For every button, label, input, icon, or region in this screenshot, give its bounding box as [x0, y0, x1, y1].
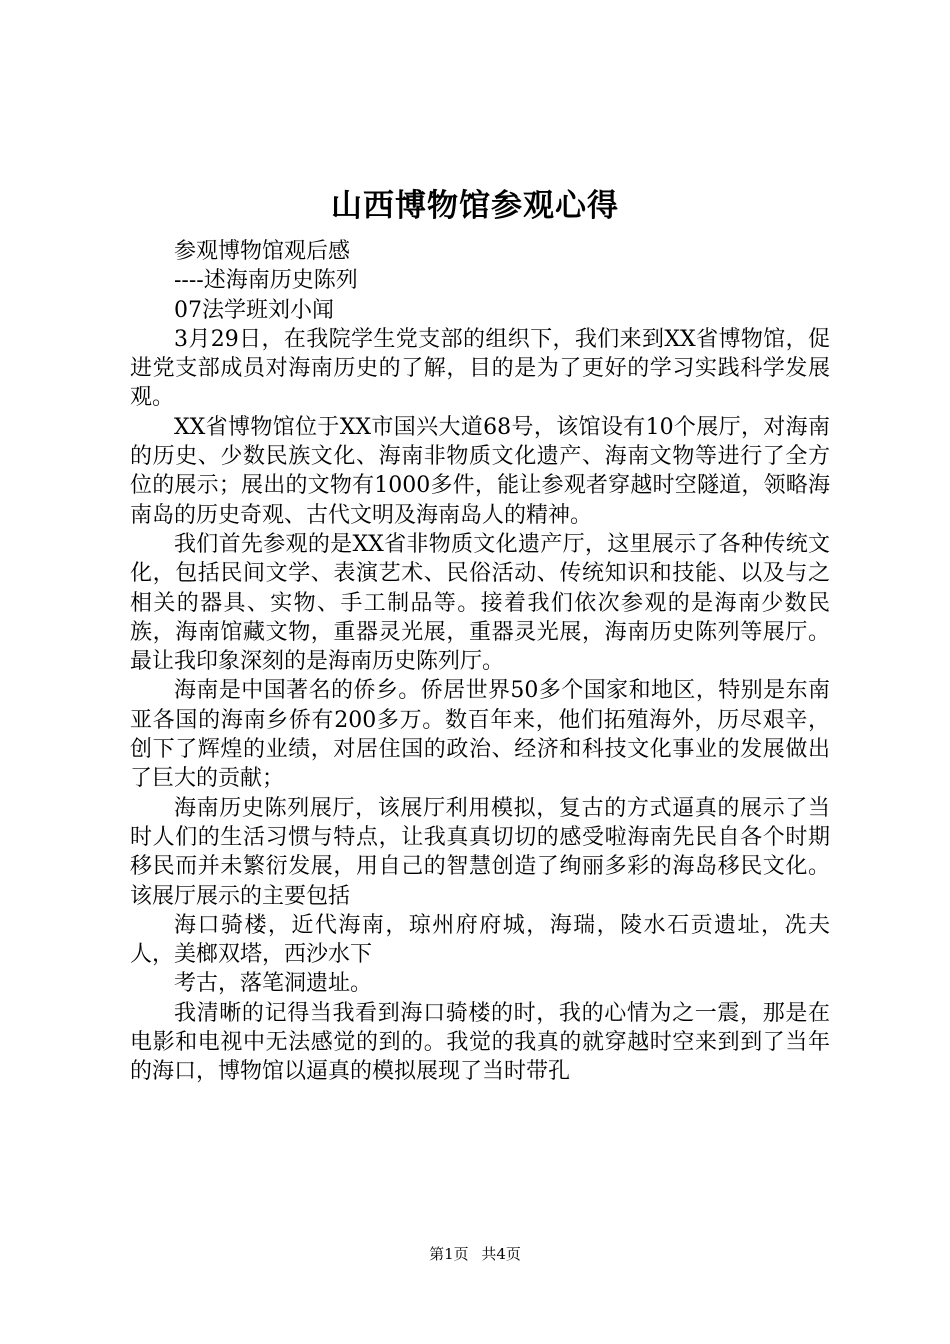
paragraph: 3月29日，在我院学生党支部的组织下，我们来到XX省博物馆，促进党支部成员对海南历史的了解，目的是为了更好的学习实践科学发展观。 [130, 326, 830, 411]
paragraph: XX省博物馆位于XX市国兴大道68号，该馆设有10个展厅，对海南的历史、少数民族文化、海南非物质文化遗产、海南文物等进行了全方位的展示；展出的文物有1000多件，能让参观者穿越时空隧道，领略海南岛的历史奇观、古代文明及海南岛人的精神。 [130, 414, 830, 528]
paragraph-author: 07法学班刘小闻 [174, 297, 334, 323]
paragraph: 我们首先参观的是XX省非物质文化遗产厅，这里展示了各种传统文化，包括民间文学、表演艺术、民俗活动、传统知识和技能、以及与之相关的器具、实物、手工制品等。接着我们依次参观的是海南少数民族，海南馆藏文物，重器灵光展，重器灵光展，海南历史陈列等展厅。最让我印象深刻的是海南历史陈列厅。 [130, 531, 830, 675]
paragraph-subheading: ----述海南历史陈列 [174, 268, 358, 294]
document-body [130, 237, 830, 1087]
page-total: 共4页 [481, 1245, 521, 1263]
paragraph: 我清晰的记得当我看到海口骑楼的时，我的心情为之一震，那是在电影和电视中无法感觉的到的。我觉的我真的就穿越时空来到到了当年的海口，博物馆以逼真的模拟展现了当时带孔 [130, 1000, 830, 1085]
paragraph: 考古，落笔洞遗址。 [174, 971, 373, 997]
paragraph: 海口骑楼，近代海南，琼州府府城，海瑞，陵水石贡遗址，冼夫人，美榔双塔，西沙水下 [130, 912, 830, 968]
page-number: 第1页 [429, 1245, 469, 1263]
paragraph: 海南历史陈列展厅，该展厅利用模拟，复古的方式逼真的展示了当时人们的生活习惯与特点，让我真真切切的感受啦海南先民自各个时期移民而并未繁衍发展，用自己的智慧创造了绚丽多彩的海岛移民文化。该展厅展示的主要包括 [130, 795, 830, 909]
page-footer [0, 1244, 950, 1264]
paragraph-subtitle: 参观博物馆观后感 [174, 239, 351, 264]
paragraph: 海南是中国著名的侨乡。侨居世界50多个国家和地区，特别是东南亚各国的海南乡侨有200多万。数百年来，他们拓殖海外，历尽艰辛，创下了辉煌的业绩，对居住国的政治、经济和科技文化事业的发展做出了巨大的贡献； [130, 678, 830, 792]
document-title: 山西博物馆参观心得 [331, 188, 619, 224]
